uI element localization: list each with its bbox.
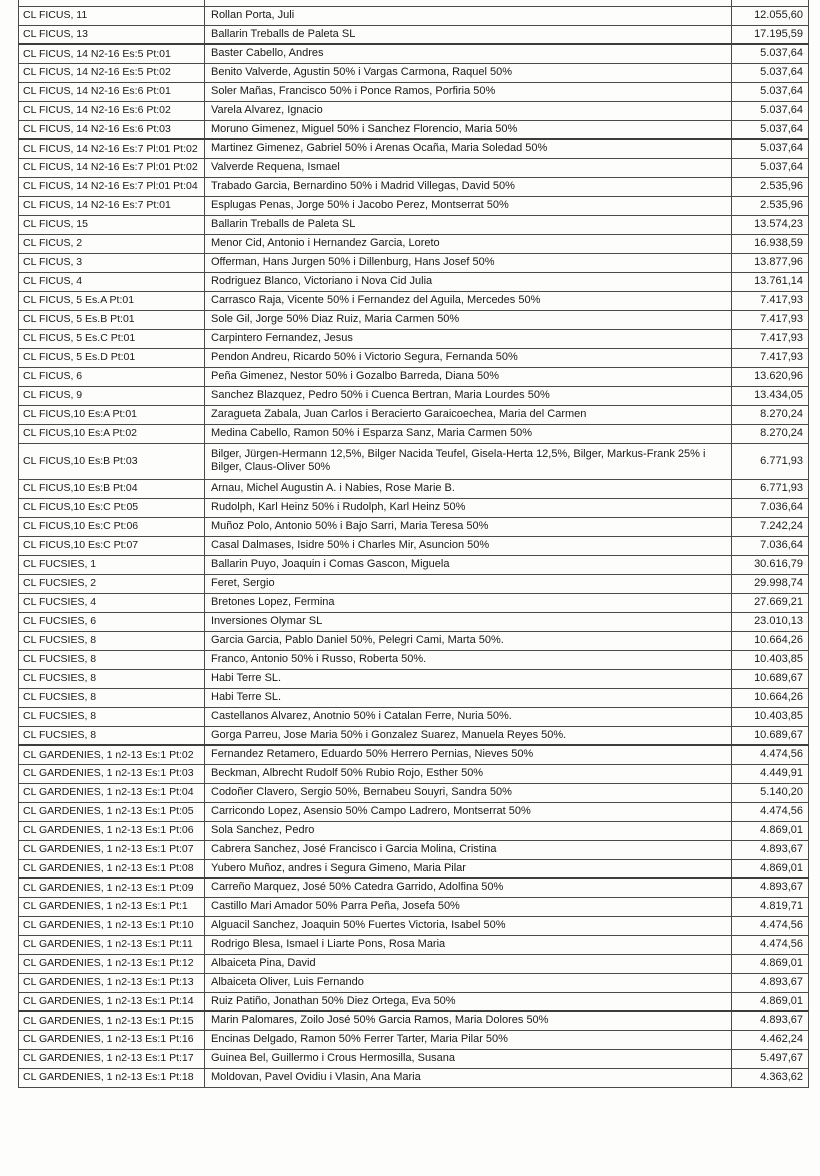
owners-cell: Moldovan, Pavel Ovidiu i Vlasin, Ana Maria	[205, 1068, 732, 1087]
amount-cell: 4.474,56	[732, 802, 809, 821]
table-row	[19, 745, 809, 764]
address-cell: CL GARDENIES, 1 n2-13 Es:1 Pt:02	[19, 745, 205, 764]
address-cell: CL FICUS,10 Es:A Pt:01	[19, 405, 205, 424]
address-cell: CL FICUS,10 Es:A Pt:02	[19, 424, 205, 443]
table-row	[19, 821, 809, 840]
owners-cell: Medina Cabello, Ramon 50% i Esparza Sanz, Maria Carmen 50%	[205, 424, 732, 443]
amount-cell: 6.771,93	[732, 479, 809, 498]
owners-cell: Castillo Mari Amador 50% Parra Peña, Josefa 50%	[205, 897, 732, 916]
owners-cell: Ballarin Treballs de Paleta SL	[205, 25, 732, 44]
amount-cell: 4.869,01	[732, 821, 809, 840]
table-row	[19, 63, 809, 82]
address-cell: CL GARDENIES, 1 n2-13 Es:1 Pt:16	[19, 1030, 205, 1049]
owners-cell: Albaiceta Pina, David	[205, 954, 732, 973]
table-row	[19, 935, 809, 954]
table-row	[19, 840, 809, 859]
address-cell: CL FUCSIES, 8	[19, 726, 205, 745]
table-row	[19, 158, 809, 177]
amount-cell: 29.998,74	[732, 574, 809, 593]
address-cell: CL FUCSIES, 8	[19, 688, 205, 707]
owners-cell: Habi Terre SL.	[205, 669, 732, 688]
amount-cell: 5.037,64	[732, 120, 809, 139]
address-cell: CL FICUS,10 Es:C Pt:06	[19, 517, 205, 536]
table-row	[19, 291, 809, 310]
table-row	[19, 574, 809, 593]
table-body	[19, 0, 809, 1087]
amount-cell: 17.195,59	[732, 25, 809, 44]
amount-cell: 4.893,67	[732, 1011, 809, 1030]
table-row	[19, 992, 809, 1011]
table-row	[19, 25, 809, 44]
owners-cell: Muñoz Polo, Antonio 50% i Bajo Sarri, Maria Teresa 50%	[205, 517, 732, 536]
table-row	[19, 405, 809, 424]
amount-cell: 4.893,67	[732, 973, 809, 992]
owners-cell: Ballarin Treballs de Paleta SL	[205, 215, 732, 234]
address-cell: CL FICUS, 15	[19, 215, 205, 234]
address-cell: CL FICUS, 14 N2-16 Es:5 Pt:02	[19, 63, 205, 82]
amount-cell: 7.417,93	[732, 348, 809, 367]
table-row	[19, 593, 809, 612]
table-row	[19, 859, 809, 878]
table-row	[19, 631, 809, 650]
amount-cell: 12.055,60	[732, 6, 809, 25]
table-row	[19, 783, 809, 802]
table-row	[19, 726, 809, 745]
address-cell: CL GARDENIES, 1 n2-13 Es:1 Pt:18	[19, 1068, 205, 1087]
address-cell: CL GARDENIES, 1 n2-13 Es:1 Pt:15	[19, 1011, 205, 1030]
amount-cell: 2.535,96	[732, 177, 809, 196]
table-row	[19, 120, 809, 139]
amount-cell: 7.417,93	[732, 291, 809, 310]
address-cell: CL GARDENIES, 1 n2-13 Es:1 Pt:13	[19, 973, 205, 992]
table-row	[19, 764, 809, 783]
amount-cell: 10.403,85	[732, 707, 809, 726]
address-cell: CL FICUS, 14 N2-16 Es:7 Pl:01 Pt:04	[19, 177, 205, 196]
amount-cell: 4.869,01	[732, 859, 809, 878]
table-row	[19, 650, 809, 669]
owners-cell: Moruno Gimenez, Miguel 50% i Sanchez Florencio, Maria 50%	[205, 120, 732, 139]
address-cell: CL FUCSIES, 4	[19, 593, 205, 612]
owners-cell: Carrasco Raja, Vicente 50% i Fernandez del Aguila, Mercedes 50%	[205, 291, 732, 310]
amount-cell: 4.869,01	[732, 992, 809, 1011]
table-row	[19, 517, 809, 536]
owners-cell: Carreño Marquez, José 50% Catedra Garrido, Adolfina 50%	[205, 878, 732, 897]
amount-cell: 4.462,24	[732, 1030, 809, 1049]
owners-cell: Arnau, Michel Augustin A. i Nabies, Rose Marie B.	[205, 479, 732, 498]
amount-cell: 7.242,24	[732, 517, 809, 536]
owners-cell: Rodrigo Blesa, Ismael i Liarte Pons, Rosa Maria	[205, 935, 732, 954]
address-cell: CL FICUS, 14 N2-16 Es:5 Pt:01	[19, 44, 205, 63]
address-cell: CL GARDENIES, 1 n2-13 Es:1 Pt:06	[19, 821, 205, 840]
table-row	[19, 897, 809, 916]
owners-cell: Marin Palomares, Zoilo José 50% Garcia Ramos, Maria Dolores 50%	[205, 1011, 732, 1030]
owners-cell: Habi Terre SL.	[205, 688, 732, 707]
amount-cell: 4.474,56	[732, 745, 809, 764]
address-cell: CL FICUS, 14 N2-16 Es:6 Pt:01	[19, 82, 205, 101]
owners-cell: Gorga Parreu, Jose Maria 50% i Gonzalez Suarez, Manuela Reyes 50%.	[205, 726, 732, 745]
table-row	[19, 1011, 809, 1030]
owners-cell: Rollan Porta, Juli	[205, 6, 732, 25]
owners-cell: Offerman, Hans Jurgen 50% i Dillenburg, Hans Josef 50%	[205, 253, 732, 272]
amount-cell: 30.616,79	[732, 555, 809, 574]
amount-cell: 27.669,21	[732, 593, 809, 612]
owners-cell: Sole Gil, Jorge 50% Diaz Ruiz, Maria Carmen 50%	[205, 310, 732, 329]
amount-cell: 5.037,64	[732, 139, 809, 158]
table-row	[19, 310, 809, 329]
table-row	[19, 386, 809, 405]
table-row	[19, 802, 809, 821]
owners-cell: Bilger, Jürgen-Hermann 12,5%, Bilger Nacida Teufel, Gisela-Herta 12,5%, Bilger, Markus-Frank 25% i Bilger, Claus-Oliver 50%	[205, 443, 732, 479]
owners-cell: Garcia Garcia, Pablo Daniel 50%, Pelegri Cami, Marta 50%.	[205, 631, 732, 650]
owners-cell: Alguacil Sanchez, Joaquin 50% Fuertes Victoria, Isabel 50%	[205, 916, 732, 935]
table-row	[19, 1049, 809, 1068]
address-cell: CL FICUS,10 Es:B Pt:03	[19, 443, 205, 479]
amount-cell: 5.037,64	[732, 101, 809, 120]
table-row	[19, 272, 809, 291]
table-row	[19, 367, 809, 386]
owners-cell: Trabado Garcia, Bernardino 50% i Madrid Villegas, David 50%	[205, 177, 732, 196]
address-cell: CL FUCSIES, 1	[19, 555, 205, 574]
amount-cell: 5.497,67	[732, 1049, 809, 1068]
table-row	[19, 973, 809, 992]
amount-cell: 7.417,93	[732, 329, 809, 348]
table-row	[19, 688, 809, 707]
amount-cell: 7.417,93	[732, 310, 809, 329]
amount-cell: 5.037,64	[732, 44, 809, 63]
table-row	[19, 196, 809, 215]
address-cell: CL GARDENIES, 1 n2-13 Es:1 Pt:17	[19, 1049, 205, 1068]
address-cell: CL FICUS, 14 N2-16 Es:7 Pl:01 Pt:02	[19, 139, 205, 158]
owners-cell: Ballarin Puyo, Joaquin i Comas Gascon, Miguela	[205, 555, 732, 574]
owners-cell: Cabrera Sanchez, José Francisco i Garcia Molina, Cristina	[205, 840, 732, 859]
amount-cell: 13.620,96	[732, 367, 809, 386]
owners-cell: Fernandez Retamero, Eduardo 50% Herrero Pernias, Nieves 50%	[205, 745, 732, 764]
address-cell: CL FICUS,10 Es:C Pt:07	[19, 536, 205, 555]
amount-cell: 13.574,23	[732, 215, 809, 234]
table-row	[19, 555, 809, 574]
table-row	[19, 612, 809, 631]
owners-cell: Rodriguez Blanco, Victoriano i Nova Cid Julia	[205, 272, 732, 291]
table-row	[19, 253, 809, 272]
owners-cell: Benito Valverde, Agustin 50% i Vargas Carmona, Raquel 50%	[205, 63, 732, 82]
address-cell: CL FICUS, 5 Es.D Pt:01	[19, 348, 205, 367]
address-cell: CL GARDENIES, 1 n2-13 Es:1 Pt:07	[19, 840, 205, 859]
owners-cell: Carricondo Lopez, Asensio 50% Campo Ladrero, Montserrat 50%	[205, 802, 732, 821]
amount-cell: 13.761,14	[732, 272, 809, 291]
address-cell: CL FUCSIES, 8	[19, 650, 205, 669]
address-cell: CL FICUS, 5 Es.A Pt:01	[19, 291, 205, 310]
table-row	[19, 443, 809, 479]
table-row	[19, 1030, 809, 1049]
owners-cell: Rudolph, Karl Heinz 50% i Rudolph, Karl Heinz 50%	[205, 498, 732, 517]
amount-cell: 10.664,26	[732, 631, 809, 650]
address-cell: CL GARDENIES, 1 n2-13 Es:1 Pt:14	[19, 992, 205, 1011]
owners-cell: Codoñer Clavero, Sergio 50%, Bernabeu Souyri, Sandra 50%	[205, 783, 732, 802]
amount-cell: 4.474,56	[732, 935, 809, 954]
owners-cell: Inversiones Olymar SL	[205, 612, 732, 631]
owners-cell: Pendon Andreu, Ricardo 50% i Victorio Segura, Fernanda 50%	[205, 348, 732, 367]
owners-cell: Esplugas Penas, Jorge 50% i Jacobo Perez, Montserrat 50%	[205, 196, 732, 215]
address-cell: CL FUCSIES, 8	[19, 631, 205, 650]
amount-cell: 4.449,91	[732, 764, 809, 783]
amount-cell: 8.270,24	[732, 405, 809, 424]
address-cell: CL FICUS,10 Es:C Pt:05	[19, 498, 205, 517]
owners-cell: Yubero Muñoz, andres i Segura Gimeno, Maria Pilar	[205, 859, 732, 878]
owners-cell: Sola Sanchez, Pedro	[205, 821, 732, 840]
amount-cell: 2.535,96	[732, 196, 809, 215]
owners-cell: Baster Cabello, Andres	[205, 44, 732, 63]
table-row	[19, 669, 809, 688]
amount-cell: 5.037,64	[732, 63, 809, 82]
table-row	[19, 82, 809, 101]
address-cell: CL FICUS, 13	[19, 25, 205, 44]
amount-cell: 10.689,67	[732, 669, 809, 688]
address-cell: CL GARDENIES, 1 n2-13 Es:1 Pt:08	[19, 859, 205, 878]
table-row	[19, 479, 809, 498]
table-row	[19, 234, 809, 253]
owners-cell: Valverde Requena, Ismael	[205, 158, 732, 177]
amount-cell: 7.036,64	[732, 498, 809, 517]
amount-cell: 16.938,59	[732, 234, 809, 253]
table-row	[19, 44, 809, 63]
address-cell: CL GARDENIES, 1 n2-13 Es:1 Pt:12	[19, 954, 205, 973]
table-row	[19, 954, 809, 973]
owners-cell: Franco, Antonio 50% i Russo, Roberta 50%.	[205, 650, 732, 669]
address-cell: CL FICUS, 14 N2-16 Es:7 Pl:01 Pt:02	[19, 158, 205, 177]
amount-cell: 13.877,96	[732, 253, 809, 272]
table-row	[19, 1068, 809, 1087]
amount-cell: 23.010,13	[732, 612, 809, 631]
address-cell: CL FUCSIES, 8	[19, 707, 205, 726]
table-row	[19, 215, 809, 234]
owners-cell: Beckman, Albrecht Rudolf 50% Rubio Rojo, Esther 50%	[205, 764, 732, 783]
amount-cell: 6.771,93	[732, 443, 809, 479]
amount-cell: 10.664,26	[732, 688, 809, 707]
table-row	[19, 916, 809, 935]
table-row	[19, 498, 809, 517]
address-cell: CL FICUS, 6	[19, 367, 205, 386]
table-row	[19, 177, 809, 196]
owners-cell: Carpintero Fernandez, Jesus	[205, 329, 732, 348]
owners-cell: Sanchez Blazquez, Pedro 50% i Cuenca Bertran, Maria Lourdes 50%	[205, 386, 732, 405]
owners-cell: Albaiceta Oliver, Luis Fernando	[205, 973, 732, 992]
address-cell: CL FICUS, 14 N2-16 Es:6 Pt:03	[19, 120, 205, 139]
address-cell: CL GARDENIES, 1 n2-13 Es:1 Pt:09	[19, 878, 205, 897]
amount-cell: 4.893,67	[732, 878, 809, 897]
amount-cell: 8.270,24	[732, 424, 809, 443]
owners-cell: Martinez Gimenez, Gabriel 50% i Arenas Ocaña, Maria Soledad 50%	[205, 139, 732, 158]
amount-cell: 13.434,05	[732, 386, 809, 405]
address-cell: CL GARDENIES, 1 n2-13 Es:1 Pt:03	[19, 764, 205, 783]
table-row	[19, 536, 809, 555]
amount-cell: 10.689,67	[732, 726, 809, 745]
owners-cell: Bretones Lopez, Fermina	[205, 593, 732, 612]
amount-cell: 10.403,85	[732, 650, 809, 669]
owners-cell: Soler Mañas, Francisco 50% i Ponce Ramos, Porfiria 50%	[205, 82, 732, 101]
address-cell: CL FUCSIES, 8	[19, 669, 205, 688]
amount-cell: 5.037,64	[732, 82, 809, 101]
owners-cell: Varela Alvarez, Ignacio	[205, 101, 732, 120]
owners-cell: Guinea Bel, Guillermo i Crous Hermosilla, Susana	[205, 1049, 732, 1068]
table-row	[19, 329, 809, 348]
address-cell: CL FICUS, 3	[19, 253, 205, 272]
address-cell: CL FICUS, 9	[19, 386, 205, 405]
address-cell: CL GARDENIES, 1 n2-13 Es:1 Pt:10	[19, 916, 205, 935]
address-cell: CL FUCSIES, 6	[19, 612, 205, 631]
address-cell: CL FICUS, 11	[19, 6, 205, 25]
amount-cell: 4.869,01	[732, 954, 809, 973]
owners-cell: Casal Dalmases, Isidre 50% i Charles Mir, Asuncion 50%	[205, 536, 732, 555]
owners-cell: Zaragueta Zabala, Juan Carlos i Beracierto Garaicoechea, Maria del Carmen	[205, 405, 732, 424]
address-cell: CL FICUS, 5 Es.B Pt:01	[19, 310, 205, 329]
amount-cell: 5.037,64	[732, 158, 809, 177]
address-cell: CL FUCSIES, 2	[19, 574, 205, 593]
amount-cell: 4.893,67	[732, 840, 809, 859]
table-row	[19, 139, 809, 158]
address-cell: CL GARDENIES, 1 n2-13 Es:1 Pt:1	[19, 897, 205, 916]
owners-cell: Peña Gimenez, Nestor 50% i Gozalbo Barreda, Diana 50%	[205, 367, 732, 386]
table-row	[19, 348, 809, 367]
owners-cell: Castellanos Alvarez, Anotnio 50% i Catalan Ferre, Nuria 50%.	[205, 707, 732, 726]
table-row	[19, 878, 809, 897]
owners-cell: Encinas Delgado, Ramon 50% Ferrer Tarter, Maria Pilar 50%	[205, 1030, 732, 1049]
address-cell: CL FICUS, 5 Es.C Pt:01	[19, 329, 205, 348]
address-cell: CL GARDENIES, 1 n2-13 Es:1 Pt:11	[19, 935, 205, 954]
amount-cell: 4.363,62	[732, 1068, 809, 1087]
table-row	[19, 707, 809, 726]
amount-cell: 4.819,71	[732, 897, 809, 916]
address-cell: CL FICUS, 14 N2-16 Es:7 Pt:01	[19, 196, 205, 215]
address-cell: CL FICUS,10 Es:B Pt:04	[19, 479, 205, 498]
table-row	[19, 6, 809, 25]
amount-cell: 5.140,20	[732, 783, 809, 802]
owners-cell: Feret, Sergio	[205, 574, 732, 593]
table-row	[19, 101, 809, 120]
amount-cell: 4.474,56	[732, 916, 809, 935]
address-cell: CL FICUS, 2	[19, 234, 205, 253]
address-cell: CL GARDENIES, 1 n2-13 Es:1 Pt:05	[19, 802, 205, 821]
address-cell: CL GARDENIES, 1 n2-13 Es:1 Pt:04	[19, 783, 205, 802]
address-cell: CL FICUS, 4	[19, 272, 205, 291]
owners-cell: Ruiz Patiño, Jonathan 50% Diez Ortega, Eva 50%	[205, 992, 732, 1011]
amount-cell: 7.036,64	[732, 536, 809, 555]
owners-cell: Menor Cid, Antonio i Hernandez Garcia, Loreto	[205, 234, 732, 253]
address-cell: CL FICUS, 14 N2-16 Es:6 Pt:02	[19, 101, 205, 120]
table-row	[19, 424, 809, 443]
owners-table	[18, 0, 809, 1088]
